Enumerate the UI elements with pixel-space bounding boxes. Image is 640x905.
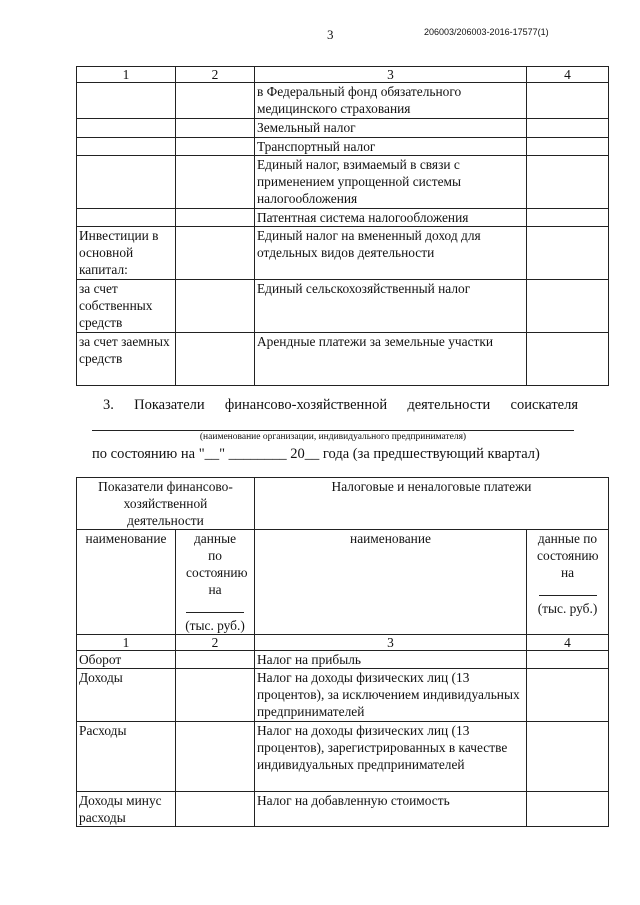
- value-cell: [527, 156, 609, 209]
- indicator-cell: Доходы: [77, 669, 176, 722]
- heading-word: деятельности: [407, 397, 491, 413]
- indicator-cell: Доходы минус расходы: [77, 792, 176, 827]
- page-number: 3: [327, 27, 334, 42]
- value-cell: [176, 156, 255, 209]
- unit-label: (тыс. руб.): [537, 601, 598, 616]
- payment-name-cell: Налог на прибыль: [255, 651, 527, 669]
- section-number: 3.: [103, 397, 114, 413]
- column-number-row: [77, 67, 609, 83]
- value-cell: [176, 138, 255, 156]
- tax-table-continued: [76, 66, 609, 386]
- subheader-data-label: данные по состоянию на: [537, 531, 599, 580]
- value-cell: [527, 83, 609, 119]
- value-cell: [527, 333, 609, 386]
- col-number: 4: [527, 635, 609, 651]
- date-blank: [178, 598, 252, 617]
- indicator-cell: [77, 119, 176, 138]
- value-cell: [527, 792, 609, 827]
- document-id: 206003/206003-2016-17577(1): [424, 27, 549, 37]
- payment-name-cell: Налог на доходы физических лиц (13 процентов), за исключением индивидуальных предпринимателей: [255, 669, 527, 722]
- value-cell: [527, 651, 609, 669]
- financial-indicators-table: [76, 477, 609, 827]
- value-cell: [176, 792, 255, 827]
- indicator-cell: за счет заемных средств: [77, 333, 176, 386]
- unit-label: (тыс. руб.): [185, 618, 245, 633]
- value-cell: [176, 119, 255, 138]
- indicator-cell: Оборот: [77, 651, 176, 669]
- payment-name-cell: Земельный налог: [255, 119, 527, 138]
- table-row: [77, 651, 609, 669]
- payment-name-cell: в Федеральный фонд обязательного медицинского страхования: [255, 83, 527, 119]
- subheader-name: наименование: [255, 530, 527, 635]
- payment-name-cell: Единый сельскохозяйственный налог: [255, 280, 527, 333]
- value-cell: [527, 280, 609, 333]
- heading-word: Показатели: [134, 397, 205, 413]
- indicator-cell: [77, 209, 176, 227]
- table-row: [77, 156, 609, 209]
- subheader-name: наименование: [77, 530, 176, 635]
- indicator-cell: [77, 138, 176, 156]
- payment-name-cell: Налог на доходы физических лиц (13 процентов), зарегистрированных в качестве индивидуальных предпринимателей: [255, 722, 527, 792]
- value-cell: [176, 209, 255, 227]
- indicator-cell: Расходы: [77, 722, 176, 792]
- col-number: 1: [77, 635, 176, 651]
- value-cell: [527, 119, 609, 138]
- value-cell: [176, 83, 255, 119]
- table-row: [77, 722, 609, 792]
- table-row: [77, 83, 609, 119]
- value-cell: [527, 209, 609, 227]
- indicator-cell: Инвестиции в основной капитал:: [77, 227, 176, 280]
- group-header-row: [77, 478, 609, 530]
- table-row: [77, 333, 609, 386]
- indicator-cell: за счет собственных средств: [77, 280, 176, 333]
- payment-name-cell: Транспортный налог: [255, 138, 527, 156]
- table-row: [77, 209, 609, 227]
- value-cell: [176, 227, 255, 280]
- col-number: 2: [176, 635, 255, 651]
- column-number-row: [77, 635, 609, 651]
- payment-name-cell: Единый налог, взимаемый в связи с применением упрощенной системы налогообложения: [255, 156, 527, 209]
- table-row: [77, 669, 609, 722]
- value-cell: [176, 722, 255, 792]
- indicator-cell: [77, 83, 176, 119]
- payment-name-cell: Арендные платежи за земельные участки: [255, 333, 527, 386]
- heading-word: соискателя: [510, 397, 578, 413]
- value-cell: [527, 138, 609, 156]
- table-row: [77, 280, 609, 333]
- table-row: [77, 227, 609, 280]
- col-number: 2: [176, 67, 255, 83]
- col-number: 3: [255, 67, 527, 83]
- date-blank: [529, 581, 606, 600]
- col-number: 3: [255, 635, 527, 651]
- indicator-cell: [77, 156, 176, 209]
- organization-name-caption: (наименование организации, индивидуального предпринимателя): [199, 432, 467, 442]
- payment-name-cell: Патентная система налогообложения: [255, 209, 527, 227]
- value-cell: [176, 333, 255, 386]
- value-cell: [527, 227, 609, 280]
- subheader-row: [77, 530, 609, 635]
- payments-group-header: Налоговые и неналоговые платежи: [255, 478, 609, 530]
- value-cell: [176, 651, 255, 669]
- subheader-data: [527, 530, 609, 635]
- table-row: [77, 119, 609, 138]
- col-number: 4: [527, 67, 609, 83]
- subheader-data-label: данные по состоянию на: [186, 531, 248, 597]
- payment-name-cell: Единый налог на вмененный доход для отдельных видов деятельности: [255, 227, 527, 280]
- value-cell: [527, 722, 609, 792]
- subheader-data: [176, 530, 255, 635]
- heading-word: финансово-хозяйственной: [224, 397, 388, 413]
- organization-name-line: [92, 430, 574, 431]
- value-cell: [176, 669, 255, 722]
- reporting-period-line: по состоянию на "__" ________ 20__ года (за предшествующий квартал): [92, 446, 540, 462]
- table-row: [77, 792, 609, 827]
- value-cell: [527, 669, 609, 722]
- section-heading: [103, 397, 578, 414]
- value-cell: [176, 280, 255, 333]
- col-number: 1: [77, 67, 176, 83]
- indicators-group-header: Показатели финансово-хозяйственной деятельности: [77, 478, 255, 530]
- table-row: [77, 138, 609, 156]
- payment-name-cell: Налог на добавленную стоимость: [255, 792, 527, 827]
